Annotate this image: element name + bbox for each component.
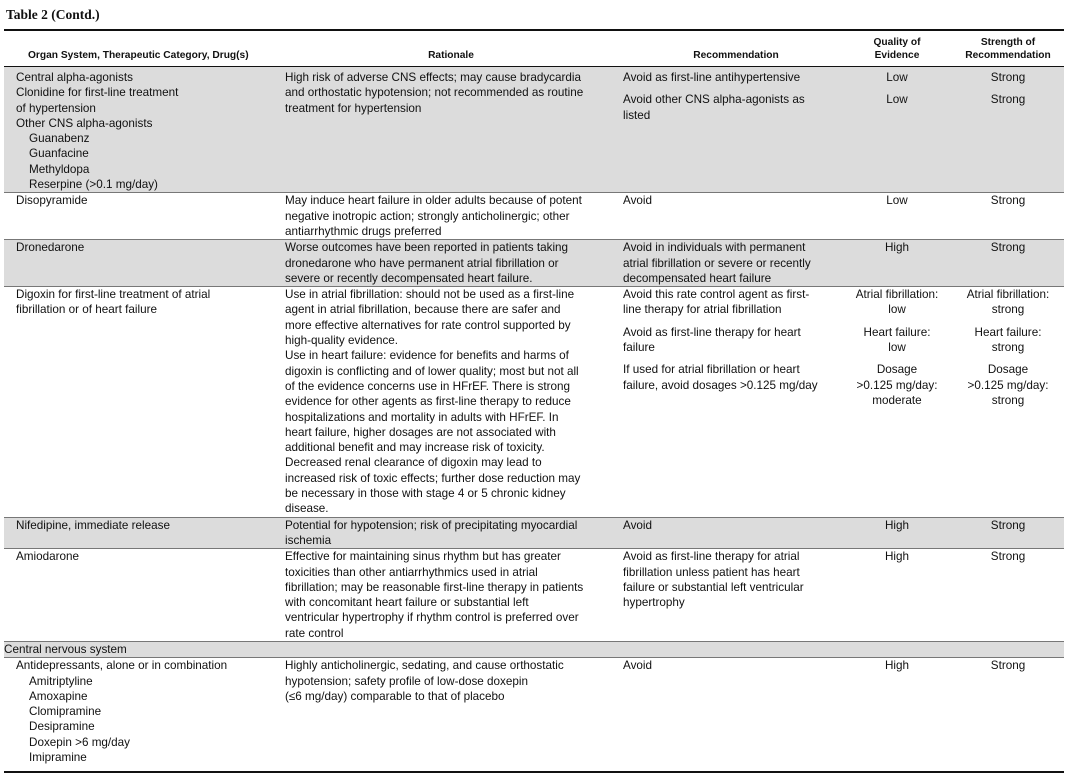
rationale-line: be necessary in those with stage 4 or 5 chronic kidney (285, 487, 566, 501)
strength-value: Strong (990, 241, 1026, 255)
rationale-line: May induce heart failure in older adults because of potent (285, 194, 582, 208)
quality-cell (842, 67, 952, 193)
rationale-cell (282, 193, 620, 240)
rationale-cell (282, 287, 620, 517)
drug-cell (4, 67, 282, 193)
header-quality: Quality of Evidence (873, 37, 921, 61)
recommendation-line: Avoid (623, 659, 653, 673)
drug-name: Digoxin for first-line treatment of atrial (16, 288, 211, 302)
strength-value: strong (991, 393, 1025, 407)
recommendation-cell (620, 658, 842, 766)
strength-item (955, 92, 1061, 107)
rationale-line: ischemia (285, 533, 332, 547)
recommendation-cell (620, 517, 842, 549)
quality-value: Dosage (876, 363, 918, 377)
recommendation-item (623, 92, 839, 123)
recommendation-item (623, 240, 839, 286)
recommendation-line: failure, avoid dosages >0.125 mg/day (623, 378, 818, 392)
rationale-line: High risk of adverse CNS effects; may cause bradycardia (285, 71, 581, 84)
drug-name: of hypertension (16, 101, 96, 115)
rationale-cell (282, 549, 620, 642)
quality-item (845, 362, 949, 408)
rationale-line: (≤6 mg/day) comparable to that of placebo (285, 689, 505, 703)
rationale-line: heart failure, higher dosages are not associated with (285, 425, 556, 439)
recommendation-item (623, 549, 839, 610)
strength-value: Dosage (987, 363, 1029, 377)
strength-value: Strong (990, 194, 1026, 208)
drug-sub-name: Imipramine (29, 751, 87, 765)
rationale-cell (282, 240, 620, 287)
header-drug: Organ System, Therapeutic Category, Drug(s) (28, 50, 249, 61)
drug-name: Dronedarone (16, 241, 85, 255)
rationale-line: negative inotropic action; strongly anticholinergic; other (285, 209, 570, 223)
strength-item (955, 287, 1061, 318)
recommendation-line: Avoid as first-line antihypertensive (623, 71, 801, 84)
recommendation-line: failure or substantial left ventricular (623, 580, 804, 594)
drug-name: Other CNS alpha-agonists (16, 116, 153, 130)
recommendation-line: Avoid (623, 518, 653, 532)
quality-value: Heart failure: (863, 325, 931, 339)
strength-item (955, 518, 1061, 533)
rationale-line: and orthostatic hypotension; not recommended as routine (285, 86, 584, 100)
rationale-line: antiarrhythmic drugs preferred (285, 224, 442, 238)
strength-value: Strong (990, 550, 1026, 564)
recommendation-line: If used for atrial fibrillation or heart (623, 363, 800, 377)
quality-value: Low (886, 194, 908, 208)
section-title: Central nervous system (4, 641, 1064, 657)
table-row (4, 287, 1064, 517)
drug-sub-name: Clomipramine (29, 705, 102, 719)
header-strength: Strength of Recommendation (965, 37, 1051, 61)
recommendation-item (623, 70, 839, 85)
drug-name: Clonidine for first-line treatment (16, 86, 179, 100)
rationale-cell (282, 517, 620, 549)
rationale-line: hospitalizations and mortality in adults with HFrEF. In (285, 410, 559, 424)
recommendation-line: listed (623, 108, 651, 122)
recommendation-item (623, 287, 839, 318)
recommendation-line: fibrillation unless patient has heart (623, 565, 800, 579)
drug-sub-name: Desipramine (29, 720, 95, 734)
header-row (4, 33, 1064, 67)
rationale-line: more effective alternatives for rate control supported by (285, 318, 571, 332)
drug-sub-name: Guanfacine (29, 147, 89, 161)
rationale-line: fibrillation; may be reasonable first-line therapy in patients (285, 580, 584, 594)
recommendation-cell (620, 67, 842, 193)
strength-value: strong (991, 341, 1025, 355)
recommendation-cell (620, 193, 842, 240)
quality-cell (842, 193, 952, 240)
strength-value: Strong (990, 659, 1026, 673)
table-row (4, 658, 1064, 766)
table-row (4, 193, 1064, 240)
strength-cell (952, 658, 1064, 766)
rationale-cell (282, 658, 620, 766)
recommendation-item (623, 325, 839, 356)
strength-value: Strong (990, 518, 1026, 532)
strength-item (955, 70, 1061, 85)
quality-value: >0.125 mg/day: (856, 378, 938, 392)
strength-item (955, 193, 1061, 208)
recommendation-line: atrial fibrillation or severe or recently (623, 256, 811, 270)
table-row (4, 517, 1064, 549)
recommendation-line: Avoid in individuals with permanent (623, 241, 806, 255)
strength-cell (952, 193, 1064, 240)
strength-value: Atrial fibrillation: (966, 288, 1050, 302)
drug-cell (4, 517, 282, 549)
quality-item (845, 658, 949, 673)
quality-item (845, 325, 949, 356)
rationale-line: high-quality evidence. (285, 334, 399, 348)
quality-item (845, 287, 949, 318)
drug-sub-name: Amoxapine (29, 689, 88, 703)
rationale-line: Use in atrial fibrillation: should not be used as a first-line (285, 288, 575, 302)
quality-cell (842, 517, 952, 549)
drug-name: Disopyramide (16, 194, 88, 208)
strength-item (955, 658, 1061, 673)
rationale-line: increased risk of toxic effects; further dose reduction may (285, 471, 581, 485)
rationale-line: evidence for other agents as first-line therapy to reduce (285, 395, 571, 409)
strength-value: Heart failure: (974, 325, 1042, 339)
rationale-line: toxicities than other antiarrhythmics used in atrial (285, 565, 538, 579)
recommendation-item (623, 193, 839, 208)
rationale-line: digoxin is conflicting and of lower quality; most but not all (285, 364, 579, 378)
rationale-line: treatment for hypertension (285, 101, 422, 115)
rationale-line: Use in heart failure: evidence for benefits and harms of (285, 349, 569, 363)
drug-name: Nifedipine, immediate release (16, 518, 170, 532)
rationale-line: hypotension; safety profile of low-dose doxepin (285, 674, 528, 688)
strength-item (955, 549, 1061, 564)
table-row (4, 67, 1064, 193)
drug-cell (4, 240, 282, 287)
recommendation-line: line therapy for atrial fibrillation (623, 303, 782, 317)
quality-value: High (884, 241, 910, 255)
quality-value: High (884, 659, 910, 673)
strength-value: >0.125 mg/day: (967, 378, 1049, 392)
quality-value: low (888, 303, 906, 317)
recommendation-item (623, 518, 839, 533)
rationale-line: Worse outcomes have been reported in patients taking (285, 241, 569, 255)
quality-cell (842, 658, 952, 766)
rationale-line: ventricular hypertrophy if rhythm control is preferred over (285, 611, 579, 625)
rationale-line: with concomitant heart failure or substantial left (285, 596, 529, 610)
table-caption: Table 2 (Contd.) (6, 7, 100, 22)
header-rationale: Rationale (428, 50, 474, 61)
strength-cell (952, 549, 1064, 642)
rationale-cell (282, 67, 620, 193)
rationale-line: agent in atrial fibrillation, because there are safer and (285, 303, 561, 317)
quality-value: Low (886, 93, 908, 107)
quality-value: Atrial fibrillation: (855, 288, 939, 302)
recommendation-item (623, 362, 839, 408)
strength-value: Strong (990, 93, 1026, 107)
header-recommendation: Recommendation (693, 50, 779, 61)
drug-sub-name: Guanabenz (29, 132, 90, 146)
quality-item (845, 240, 949, 255)
strength-cell (952, 67, 1064, 193)
quality-cell (842, 549, 952, 642)
quality-item (845, 193, 949, 208)
strength-value: strong (991, 303, 1025, 317)
beers-criteria-table (4, 33, 1064, 765)
quality-value: moderate (872, 393, 922, 407)
strength-value: Strong (990, 71, 1026, 84)
drug-sub-name: Reserpine (>0.1 mg/day) (29, 178, 158, 192)
drug-sub-name: Methyldopa (29, 162, 90, 176)
bottom-rule (4, 771, 1064, 773)
rationale-line: Decreased renal clearance of digoxin may lead to (285, 456, 542, 470)
drug-name: Antidepressants, alone or in combination (16, 659, 228, 673)
drug-cell (4, 658, 282, 766)
table-row (4, 549, 1064, 642)
drug-sub-name: Amitriptyline (29, 674, 93, 688)
rationale-line: of the evidence concerns use in HFrEF. There is strong (285, 379, 570, 393)
recommendation-line: Avoid this rate control agent as first- (623, 288, 810, 302)
top-rule (4, 29, 1064, 31)
recommendation-line: failure (623, 341, 655, 355)
drug-name: Central alpha-agonists (16, 71, 133, 84)
rationale-line: disease. (285, 502, 329, 516)
rationale-line: rate control (285, 626, 344, 640)
quality-value: Low (886, 71, 908, 84)
drug-cell (4, 193, 282, 240)
quality-item (845, 549, 949, 564)
strength-cell (952, 517, 1064, 549)
table-row (4, 240, 1064, 287)
rationale-line: severe or recently decompensated heart failure. (285, 271, 533, 285)
recommendation-line: Avoid as first-line therapy for heart (623, 325, 801, 339)
quality-cell (842, 287, 952, 517)
quality-item (845, 518, 949, 533)
recommendation-line: decompensated heart failure (623, 271, 772, 285)
strength-cell (952, 240, 1064, 287)
strength-item (955, 325, 1061, 356)
quality-value: High (884, 550, 910, 564)
drug-cell (4, 549, 282, 642)
recommendation-line: hypertrophy (623, 596, 685, 610)
drug-name: Amiodarone (16, 550, 80, 564)
recommendation-line: Avoid as first-line therapy for atrial (623, 550, 800, 564)
quality-value: High (884, 518, 910, 532)
rationale-line: Potential for hypotension; risk of precipitating myocardial (285, 518, 578, 532)
strength-item (955, 362, 1061, 408)
recommendation-line: Avoid (623, 194, 653, 208)
section-row (4, 641, 1064, 657)
recommendation-cell (620, 240, 842, 287)
quality-value: low (888, 341, 906, 355)
quality-cell (842, 240, 952, 287)
quality-item (845, 70, 949, 85)
quality-item (845, 92, 949, 107)
recommendation-cell (620, 287, 842, 517)
rationale-line: Highly anticholinergic, sedating, and cause orthostatic (285, 659, 564, 673)
rationale-line: dronedarone who have permanent atrial fibrillation or (285, 256, 559, 270)
drug-sub-name: Doxepin >6 mg/day (29, 735, 131, 749)
rationale-line: Effective for maintaining sinus rhythm but has greater (285, 550, 561, 564)
strength-item (955, 240, 1061, 255)
recommendation-item (623, 658, 839, 673)
drug-cell (4, 287, 282, 517)
rationale-line: additional benefit and may increase risk of toxicity. (285, 441, 545, 455)
recommendation-line: Avoid other CNS alpha-agonists as (623, 93, 805, 107)
drug-name: fibrillation or of heart failure (16, 303, 157, 317)
strength-cell (952, 287, 1064, 517)
recommendation-cell (620, 549, 842, 642)
